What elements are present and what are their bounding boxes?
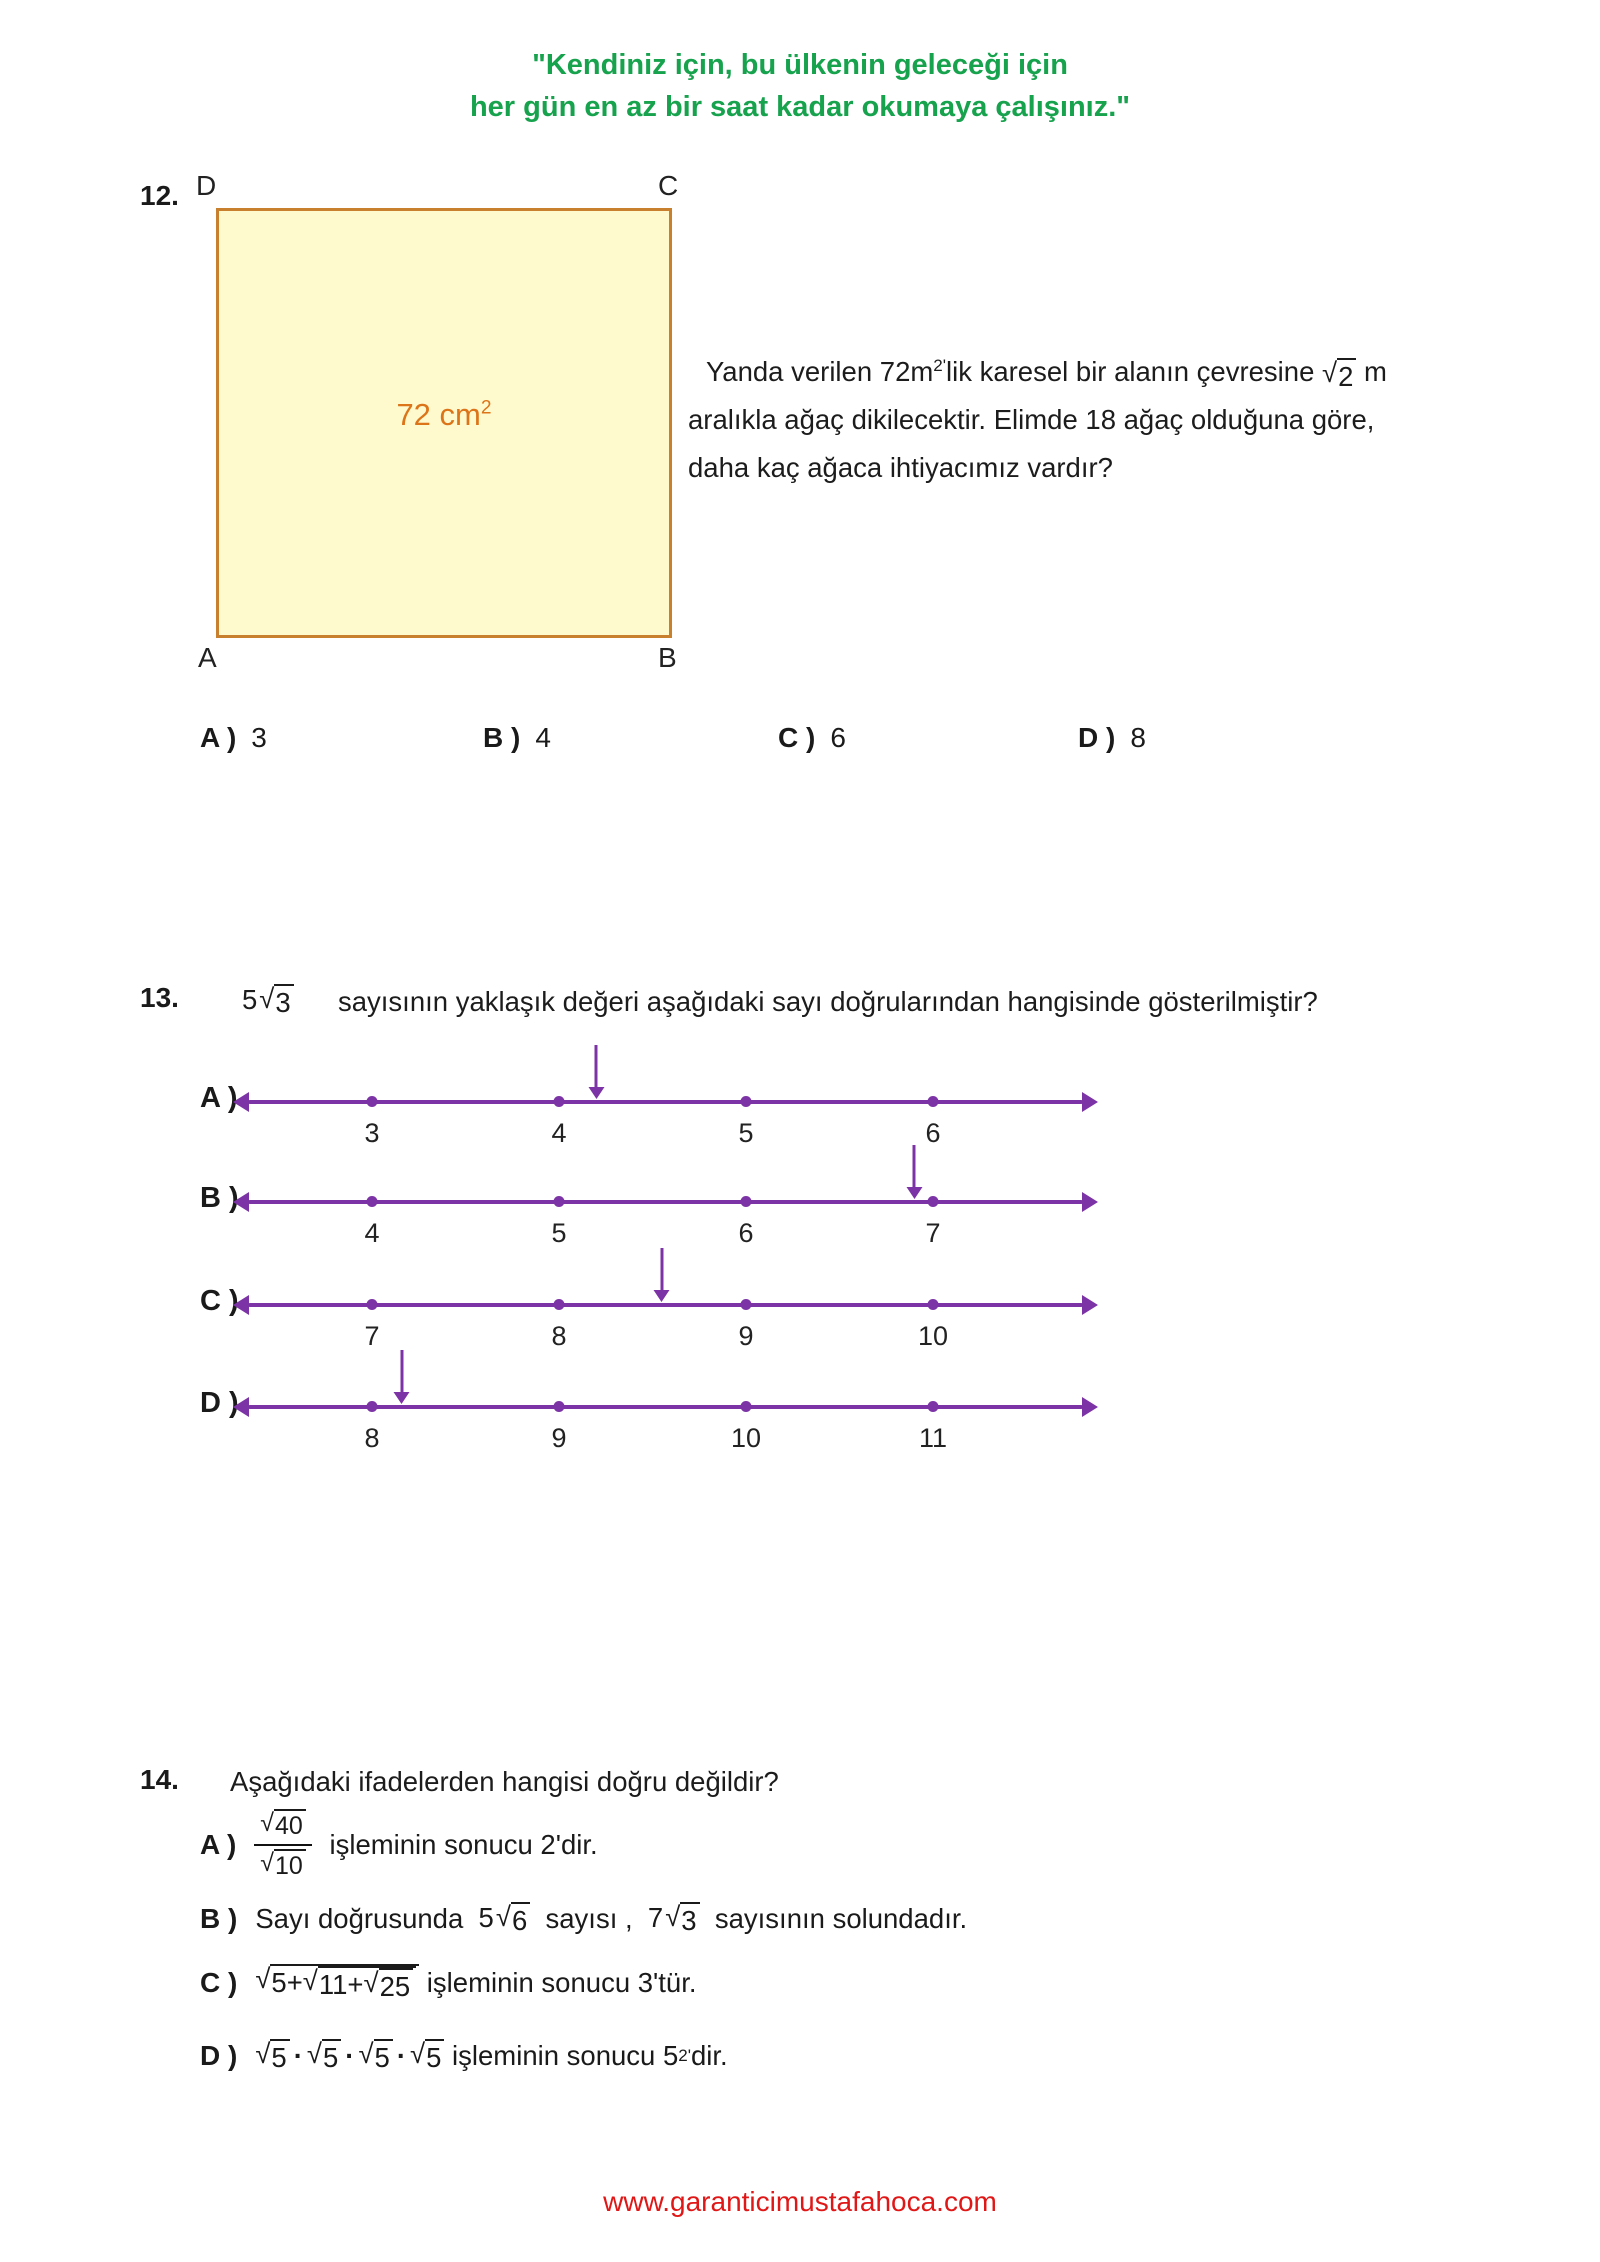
radicand [680,1902,699,1937]
q14-option-a [200,1798,598,1892]
option-body [254,1809,597,1881]
tick-label: 6 [738,1218,754,1248]
text-segment: işleminin sonucu 5 [444,2040,679,2071]
text-segment: 2 [1338,361,1354,393]
arrowhead-down-icon [906,1187,922,1199]
coefficient: 7 [647,1901,664,1933]
numline-dot [554,1196,565,1207]
numline-dot [741,1196,752,1207]
question-14-text: Aşağıdaki ifadelerden hangisi doğru değildir? [230,1766,779,1797]
radicand [425,2039,444,2074]
radical-sign-icon: √ [255,1962,271,1994]
radicand [274,1809,306,1841]
sqrt-expression [363,1968,413,2003]
numline-dot [928,1196,939,1207]
position-arrow-icon [660,1248,663,1291]
question-12-text [688,342,1387,492]
text-segment: 5+ [271,1966,303,1998]
arrowhead-down-icon [588,1087,604,1099]
question-12-text-line [688,342,1387,396]
option-letter: C ) [778,722,816,753]
radicand [318,1966,416,2003]
option-value: 4 [535,722,551,753]
q14-option-d [200,2026,728,2086]
radical-sign-icon: √ [495,1900,511,1932]
q12-option-b [483,722,551,754]
radical-sign-icon: √ [665,1900,681,1932]
text-segment: 72 cm [396,397,481,432]
tick-label: 5 [738,1118,754,1148]
numline-dot [928,1096,939,1107]
arrowhead-down-icon [394,1392,410,1404]
q12-option-a [200,722,267,754]
arrowhead-left-icon [233,1192,249,1212]
text-segment: 25 [379,1970,411,2002]
option-letter: A ) [200,722,237,753]
radicand [270,2039,289,2074]
option-letter: D ) [1078,722,1116,753]
superscript: 2' [678,2046,692,2065]
text-segment: 40 [275,1812,303,1840]
footer [0,2186,1600,2218]
radical-sign-icon: √ [302,1964,318,1996]
radical-sign-icon: √ [255,2037,271,2069]
square-area-label [219,397,669,433]
numline-dot [741,1401,752,1412]
numline-dot [554,1299,565,1310]
option-letter: A ) [200,1829,237,1860]
tick-label: 8 [551,1321,567,1351]
tick-label: 4 [364,1218,380,1248]
radicand [374,2039,393,2074]
denominator [254,1846,312,1881]
question-12-text-line [688,396,1387,444]
option-body [255,1964,696,2003]
tick-label: 7 [925,1218,941,1248]
question-13-text: sayısının yaklaşık değeri aşağıdaki sayı doğrularından hangisinde gösterilmiştir? [338,986,1318,1017]
number-line-option-a [170,1068,1130,1160]
square-corner-a: A [198,642,217,673]
q14-option-b [200,1890,967,1948]
text-segment: 10 [275,1852,303,1880]
multiplication-dot: · [293,2040,303,2071]
sqrt-expression [255,2039,289,2074]
text-segment: sayısı , [530,1903,648,1934]
numline-dot [928,1401,939,1412]
arrowhead-right-icon [1082,1192,1098,1212]
radicand [379,1968,414,2003]
text-segment: 5 [374,2041,390,2073]
header-quote [0,44,1600,128]
position-arrow-icon [595,1045,598,1088]
radicand [511,1902,530,1937]
text-segment: daha kaç ağaca ihtiyacımız vardır? [688,452,1113,484]
tick-label: 10 [917,1321,949,1351]
text-segment: sayısının solundadır. [699,1903,968,1934]
option-value: 6 [830,722,846,753]
tick-label: 7 [364,1321,380,1351]
superscript: 2 [480,397,492,419]
radical-sign-icon: √ [358,2037,374,2069]
text-segment: 5 [322,2041,339,2073]
header-quote-line2: her gün en az bir saat kadar okumaya çalışınız." [469,91,1131,123]
question-12-text-line [688,444,1387,492]
number-line-label: A ) [200,1082,238,1114]
arrowhead-left-icon [233,1092,249,1112]
arrowhead-right-icon [1082,1092,1098,1112]
option-letter: C ) [200,1967,238,1998]
q14-option-c [200,1950,697,2016]
sqrt-expression [479,1902,531,1937]
square-diagram [216,208,672,638]
number-line-label: B ) [200,1182,239,1214]
fraction [254,1809,312,1881]
radicand [322,2039,341,2074]
sqrt-expression [255,1964,419,2003]
numline-dot [554,1401,565,1412]
text-segment: 3 [681,1904,697,1936]
tick-label: 3 [364,1118,380,1148]
text-segment: aralıkla ağaç dikilecektir. Elimde 18 ağaç olduğuna göre, [688,404,1375,436]
coefficient: 5 [242,984,258,1015]
footer-link[interactable]: www.garanticimustafahoca.com [603,2186,997,2217]
numline-dot [554,1096,565,1107]
header-quote-line1: "Kendiniz için, bu ülkenin geleceği için [532,49,1068,81]
text-segment: lik karesel bir alanın çevresine [946,356,1323,388]
numline-dot [367,1299,378,1310]
radical-sign-icon: √ [260,1809,275,1837]
superscript: 2' [933,356,946,375]
numline-dot [741,1096,752,1107]
arrowhead-left-icon [233,1397,249,1417]
numline-dot [928,1299,939,1310]
tick-label: 9 [738,1321,754,1351]
sqrt-expression [358,2039,392,2074]
multiplication-dot: · [396,2040,407,2071]
radicand [274,984,293,1019]
option-body [255,1902,967,1937]
radical-sign-icon: √ [306,2037,322,2069]
square-corner-b: B [658,642,677,673]
text-segment: işleminin sonucu 3'tür. [419,1967,697,1998]
question-13-expression [242,984,294,1019]
question-12-number: 12. [140,180,179,211]
sqrt-expression [260,1809,306,1841]
sqrt-expression [260,1849,306,1881]
tick-label: 11 [918,1423,948,1453]
number-line-label: C ) [200,1285,239,1317]
text-segment: m [1356,356,1387,388]
number-line-label: D ) [200,1387,239,1419]
option-body [255,2039,727,2074]
text-segment: 6 [511,1904,528,1936]
sqrt-expression [303,1966,416,2003]
numline-dot [367,1401,378,1412]
tick-label: 10 [730,1423,762,1453]
number-line-option-d [170,1373,1130,1465]
tick-label: 9 [551,1423,567,1453]
radicand [1337,358,1356,393]
radical-sign-icon: √ [410,2037,426,2069]
option-value: 3 [251,722,267,753]
arrowhead-down-icon [654,1290,670,1302]
text-segment: 3 [275,987,291,1018]
text-segment: işleminin sonucu 2'dir. [321,1829,598,1860]
sqrt-expression [1322,358,1356,393]
radical-sign-icon: √ [259,983,275,1014]
option-letter: B ) [200,1903,238,1934]
option-letter: D ) [200,2040,238,2071]
radical-sign-icon: √ [363,1966,379,1998]
square-corner-d: D [196,170,217,201]
tick-label: 8 [364,1423,380,1453]
square-corner-c: C [658,170,679,201]
option-letter: B ) [483,722,521,753]
sqrt-expression [307,2039,341,2074]
position-arrow-icon [913,1145,916,1188]
numline-dot [367,1196,378,1207]
arrowhead-right-icon [1082,1397,1098,1417]
question-13-number: 13. [140,982,179,1013]
sqrt-expression [242,984,294,1019]
text-segment: 5 [271,2041,287,2073]
coefficient: 5 [478,1901,494,1933]
option-value: 8 [1130,722,1146,753]
arrowhead-left-icon [233,1295,249,1315]
sqrt-expression [648,1902,700,1937]
sqrt-expression [410,2039,444,2074]
tick-label: 5 [551,1218,567,1248]
text-segment: 5 [426,2041,442,2073]
q12-option-c [778,722,846,754]
radical-sign-icon: √ [1322,357,1338,389]
radical-sign-icon: √ [260,1849,275,1877]
tick-label: 6 [925,1118,941,1148]
multiplication-dot: · [345,2040,355,2071]
text-segment: 11+ [318,1968,364,2000]
numline-dot [367,1096,378,1107]
position-arrow-icon [400,1350,403,1393]
radicand [270,1964,419,2003]
number-line-option-b [170,1168,1130,1260]
q12-option-d [1078,722,1146,754]
tick-label: 4 [551,1118,567,1148]
radicand [274,1849,306,1881]
text-segment: Sayı doğrusunda [255,1903,479,1934]
numerator [254,1809,312,1846]
numline-dot [741,1299,752,1310]
text-segment: dir. [691,2040,728,2071]
text-segment: Yanda verilen 72m [706,356,934,388]
number-line-option-c [170,1271,1130,1363]
question-14-number: 14. [140,1764,179,1795]
arrowhead-right-icon [1082,1295,1098,1315]
